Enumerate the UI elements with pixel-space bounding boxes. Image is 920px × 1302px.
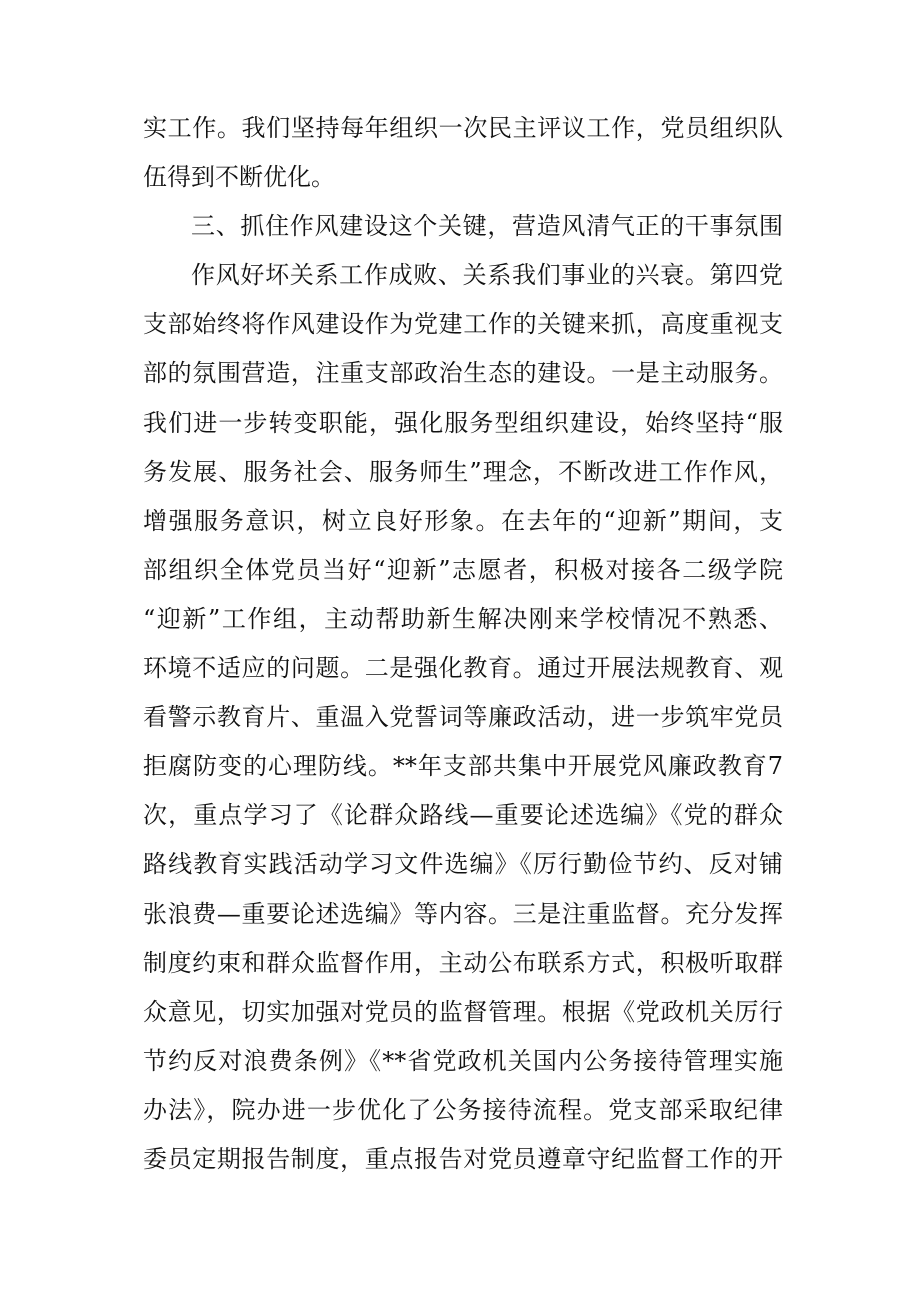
text-line: 环境不适应的问题。二是强化教育。通过开展法规教育、观 [143, 654, 783, 683]
section-heading: 三、抓住作风建设这个关键，营造风清气正的干事氛围 [191, 212, 783, 241]
text-line: 看警示教育片、重温入党誓词等廉政活动，进一步筑牢党员 [143, 703, 783, 732]
text-line: 拒腐防变的心理防线。**年支部共集中开展党风廉政教育7 [143, 752, 783, 781]
text-line: 路线教育实践活动学习文件选编》《厉行勤俭节约、反对铺 [143, 850, 783, 879]
text-line: “迎新”工作组，主动帮助新生解决刚来学校情况不熟悉、 [143, 604, 783, 633]
text-line: 实工作。我们坚持每年组织一次民主评议工作，党员组织队 [143, 114, 783, 142]
text-line: 我们进一步转变职能，强化服务型组织建设，始终坚持“服 [143, 408, 783, 437]
text-line: 支部始终将作风建设作为党建工作的关键来抓，高度重视支 [143, 310, 783, 339]
text-line: 节约反对浪费条例》《**省党政机关国内公务接待管理实施 [143, 1046, 783, 1075]
text-line: 众意见，切实加强对党员的监督管理。根据《党政机关厉行 [143, 997, 783, 1026]
text-line: 伍得到不断优化。 [143, 163, 335, 192]
body-text [143, 104, 783, 1184]
text-line: 作风好坏关系工作成败、关系我们事业的兴衰。第四党 [191, 261, 783, 290]
text-line: 委员定期报告制度，重点报告对党员遵章守纪监督工作的开 [143, 1144, 783, 1173]
text-line: 办法》，院办进一步优化了公务接待流程。党支部采取纪律 [143, 1095, 783, 1124]
text-line: 制度约束和群众监督作用，主动公布联系方式，积极听取群 [143, 948, 783, 977]
text-line: 部组织全体党员当好“迎新”志愿者，积极对接各二级学院 [143, 555, 783, 584]
text-line: 次，重点学习了《论群众路线—重要论述选编》《党的群众 [143, 801, 783, 830]
text-line: 增强服务意识，树立良好形象。在去年的“迎新”期间，支 [143, 506, 783, 535]
text-line: 务发展、服务社会、服务师生”理念，不断改进工作作风， [143, 457, 783, 486]
text-line: 张浪费—重要论述选编》等内容。三是注重监督。充分发挥 [143, 899, 783, 928]
text-line: 部的氛围营造，注重支部政治生态的建设。一是主动服务。 [143, 359, 783, 388]
